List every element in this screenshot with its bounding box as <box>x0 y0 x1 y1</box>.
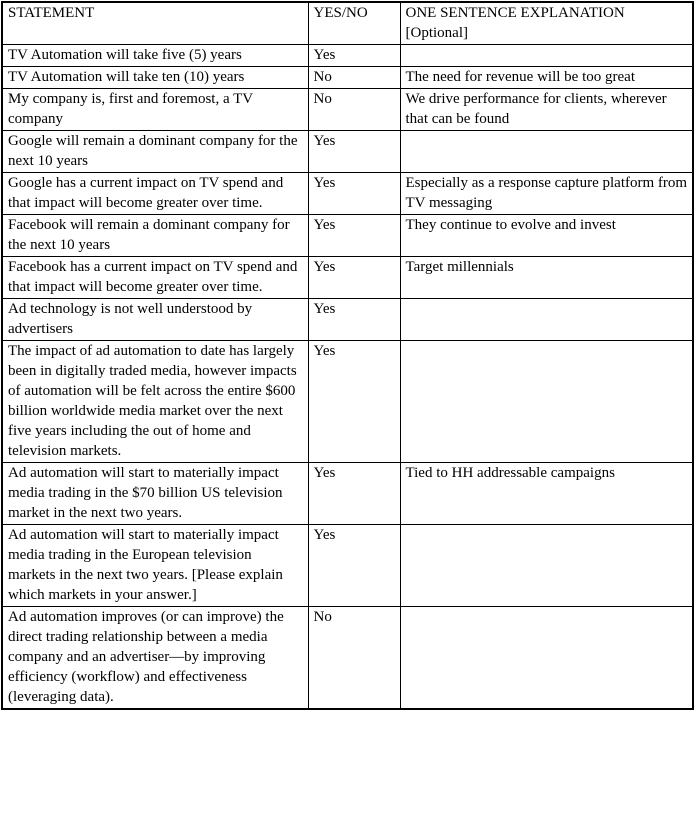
yesno-cell: Yes <box>308 45 400 67</box>
statement-cell: Google has a current impact on TV spend and that impact will become greater over time. <box>2 173 308 215</box>
column-header-statement: STATEMENT <box>2 2 308 45</box>
statement-cell: Ad automation will start to materially impact media trading in the European television markets in the next two years. [Please explain which markets in your answer.] <box>2 525 308 607</box>
column-header-yesno: YES/NO <box>308 2 400 45</box>
yesno-cell: Yes <box>308 341 400 463</box>
table-row <box>2 215 693 257</box>
statement-cell: My company is, first and foremost, a TV company <box>2 89 308 131</box>
yesno-cell: No <box>308 67 400 89</box>
statement-cell: Facebook will remain a dominant company for the next 10 years <box>2 215 308 257</box>
column-header-explanation: ONE SENTENCE EXPLANATION [Optional] <box>400 2 693 45</box>
table-row <box>2 299 693 341</box>
explanation-cell <box>400 299 693 341</box>
yesno-cell: Yes <box>308 173 400 215</box>
table-body <box>2 45 693 710</box>
explanation-cell: We drive performance for clients, wherever that can be found <box>400 89 693 131</box>
table-row <box>2 67 693 89</box>
table-row <box>2 131 693 173</box>
header-row <box>2 2 693 45</box>
table-row <box>2 525 693 607</box>
table-row <box>2 463 693 525</box>
explanation-cell: Target millennials <box>400 257 693 299</box>
explanation-cell: Tied to HH addressable campaigns <box>400 463 693 525</box>
explanation-cell <box>400 341 693 463</box>
survey-table <box>1 1 694 710</box>
statement-cell: Google will remain a dominant company for the next 10 years <box>2 131 308 173</box>
explanation-cell: They continue to evolve and invest <box>400 215 693 257</box>
yesno-cell: Yes <box>308 215 400 257</box>
yesno-cell: Yes <box>308 299 400 341</box>
statement-cell: Ad technology is not well understood by advertisers <box>2 299 308 341</box>
yesno-cell: Yes <box>308 525 400 607</box>
statement-cell: The impact of ad automation to date has largely been in digitally traded media, however impacts of automation will be felt across the entire $600 billion worldwide media market over the next five years including the out of home and television markets. <box>2 341 308 463</box>
table-row <box>2 341 693 463</box>
yesno-cell: Yes <box>308 257 400 299</box>
yesno-cell: Yes <box>308 463 400 525</box>
explanation-cell <box>400 525 693 607</box>
table-row <box>2 257 693 299</box>
explanation-cell <box>400 131 693 173</box>
explanation-cell <box>400 607 693 710</box>
statement-cell: Facebook has a current impact on TV spend and that impact will become greater over time. <box>2 257 308 299</box>
explanation-cell: The need for revenue will be too great <box>400 67 693 89</box>
yesno-cell: No <box>308 89 400 131</box>
yesno-cell: No <box>308 607 400 710</box>
explanation-cell <box>400 45 693 67</box>
statement-cell: Ad automation will start to materially impact media trading in the $70 billion US television market in the next two years. <box>2 463 308 525</box>
yesno-cell: Yes <box>308 131 400 173</box>
statement-cell: TV Automation will take five (5) years <box>2 45 308 67</box>
table-row <box>2 607 693 710</box>
statement-cell: TV Automation will take ten (10) years <box>2 67 308 89</box>
table-row <box>2 89 693 131</box>
table-row <box>2 45 693 67</box>
explanation-cell: Especially as a response capture platform from TV messaging <box>400 173 693 215</box>
table-row <box>2 173 693 215</box>
statement-cell: Ad automation improves (or can improve) the direct trading relationship between a media company and an advertiser—by improving efficiency (workflow) and effectiveness (leveraging data). <box>2 607 308 710</box>
